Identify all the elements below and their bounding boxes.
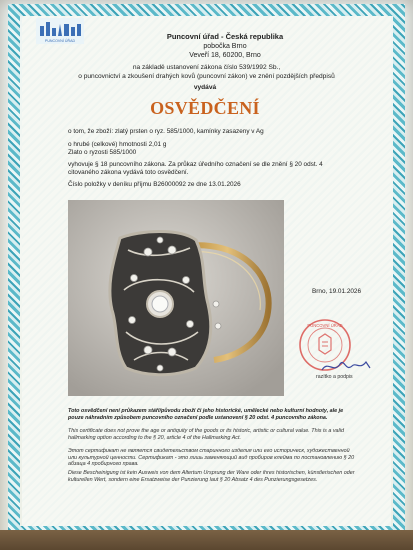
office-branch: pobočka Brno bbox=[203, 43, 247, 50]
certificate-title: OSVĚDČENÍ bbox=[150, 98, 260, 118]
compliance-statement: vyhovuje § 18 puncovního zákona. Za průkaz úředního označení se dle znění § 20 odst. 4 bbox=[68, 161, 323, 168]
office-address: Veveří 18, 60200, Brno bbox=[189, 52, 261, 59]
stamp-text: PUNCOVNÍ ÚŘAD bbox=[307, 323, 343, 328]
gross-weight: o hrubé (celkové) hmotnosti 2,01 g bbox=[68, 141, 167, 148]
issues-label: vydává bbox=[193, 84, 217, 91]
compliance-statement-cont: citovaného zákona vydává toto osvědčení. bbox=[68, 169, 189, 176]
disclaimer-english: This certificate does not prove the age or antiquity of the goods or its historic, artistic or cultural value. This is a valid hallmarking option according to the § 20, article 4 of the Hallmarking Act. bbox=[68, 428, 344, 441]
office-title: Puncovní úřad - Česká republika bbox=[166, 32, 284, 41]
disclaimer-german: Diese Bescheinigung ist kein Ausweis von dem Altertum Ursprung der Ware oder ihres historischen, künstlerischen oder kulturellen Wert, sondern eine Ersatzweise der Punzierung laut § 20 Absatz 4 des Punzierungsgesetzes. bbox=[68, 470, 355, 483]
hallmark-office-logo bbox=[36, 18, 84, 44]
disclaimer-russian: Этот сертификат не является свидетельством старинного изделия или его историческ, художественной или культурной ценности. Сертификат - это лишь заменяющий вид пробиров клейма по постановлению § 20 абзаца 4 пробирного права. bbox=[68, 448, 355, 468]
ring-illustration bbox=[68, 200, 284, 396]
goods-description: o tom, že zboží: zlatý prsten o ryz. 585/1000, kamínky zasazeny v Ag bbox=[68, 128, 264, 135]
signature bbox=[318, 356, 378, 376]
ring-photo bbox=[68, 200, 284, 396]
logo-text: PUNCOVNÍ ÚŘAD bbox=[44, 39, 76, 43]
gold-fineness: Zlato o ryzosti 585/1000 bbox=[68, 149, 137, 156]
journal-entry-number: Číslo položky v deníku příjmu B26000092 ze dne 13.01.2026 bbox=[68, 181, 241, 188]
stamp-caption: razítko a podpis bbox=[316, 374, 353, 380]
background-surface bbox=[0, 530, 413, 550]
disclaimer-czech: Toto osvědčení není průkazem stáří/původu zboží či jeho historické, umělecké nebo kulturní hodnoty, ale je pouze náhradním způsobem puncovního označení podle ustanovení § 20 odst. 4 puncovního zákona. bbox=[68, 408, 344, 421]
law-reference-line2: o puncovnictví a zkoušení drahých kovů (puncovní zákon) ve znění pozdějších předpisů bbox=[78, 73, 335, 80]
law-reference-line1: na základě ustanovení zákona číslo 539/1992 Sb., bbox=[132, 64, 281, 71]
place-and-date: Brno, 19.01.2026 bbox=[312, 288, 362, 295]
